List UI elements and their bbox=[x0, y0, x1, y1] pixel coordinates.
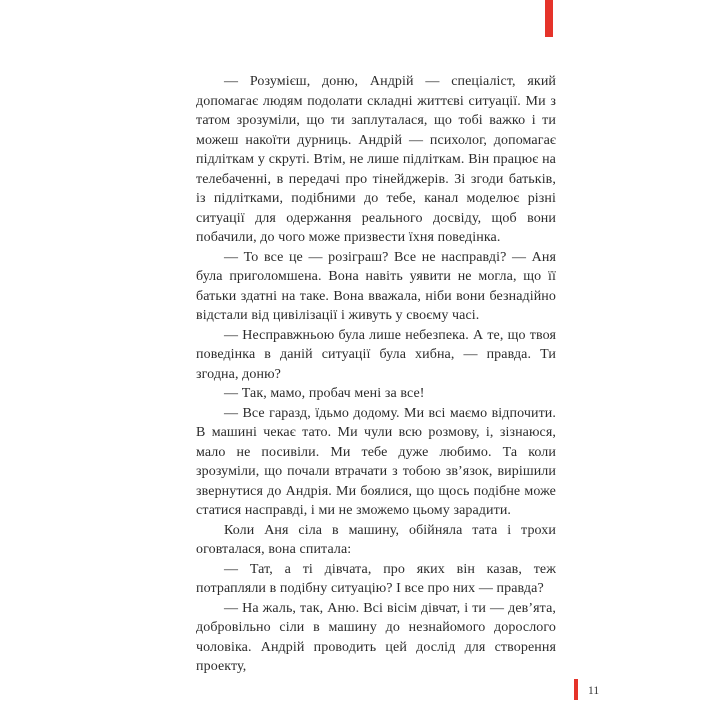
paragraph: — Все гаразд, їдьмо додому. Ми всі маємо відпочити. В машині чекає тато. Ми чули всю розмову, і, зізнаюся, мало не посивіли. Ми тебе дуже любимо. Та коли зрозуміли, що почали втрачати з тобою зв’язок, вирішили звернутися до Андрія. Ми боялися, що щось подібне може статися насправді, і ми не зможемо цьому зарадити. bbox=[196, 405, 556, 518]
text-column bbox=[196, 72, 556, 677]
paragraph: — То все це — розіграш? Все не насправді? — Аня була приголомшена. Вона навіть уявити не могла, що її батьки здатні на таке. Вона вважала, ніби вони безнадійно відстали від цивілізації і живуть у своєму часі. bbox=[196, 249, 556, 323]
paragraph: Коли Аня сіла в машину, обійняла тата і трохи оговталася, вона спитала: bbox=[196, 522, 556, 557]
paragraph: — Несправжньою була лише небезпека. А те, що твоя поведінка в даній ситуації була хибна, — правда. Ти згодна, доню? bbox=[196, 327, 556, 382]
footer-accent-bar bbox=[574, 679, 578, 700]
top-accent-bar bbox=[545, 0, 553, 37]
paragraph: — Розумієш, доню, Андрій — спеціаліст, який допомагає людям подолати складні життєві ситуації. Ми з татом зрозуміли, що ти заплуталася, що тобі важко і ти можеш накоїти дурниць. Андрій — психолог, допомагає підліткам у скруті. Втім, не лише підліткам. Він працює на телебаченні, в передачі про тінейджерів. Зі згоди батьків, із підлітками, подібними до тебе, канал моделює різні ситуації для одержання реального досвіду, щоб вони побачили, до чого може призвести їхня поведінка. bbox=[196, 74, 556, 245]
paragraph: — Так, мамо, пробач мені за все! bbox=[224, 386, 425, 401]
paragraph: — Тат, а ті дівчата, про яких він казав, теж потрапляли в подібну ситуацію? І все про них — правда? bbox=[196, 561, 556, 596]
paragraph: — На жаль, так, Аню. Всі вісім дівчат, і ти — дев’ята, добровільно сіли в машину до незнайомого дорослого чоловіка. Андрій проводить цей дослід для створення проекту, bbox=[196, 600, 556, 674]
page-number: 11 bbox=[588, 685, 600, 697]
